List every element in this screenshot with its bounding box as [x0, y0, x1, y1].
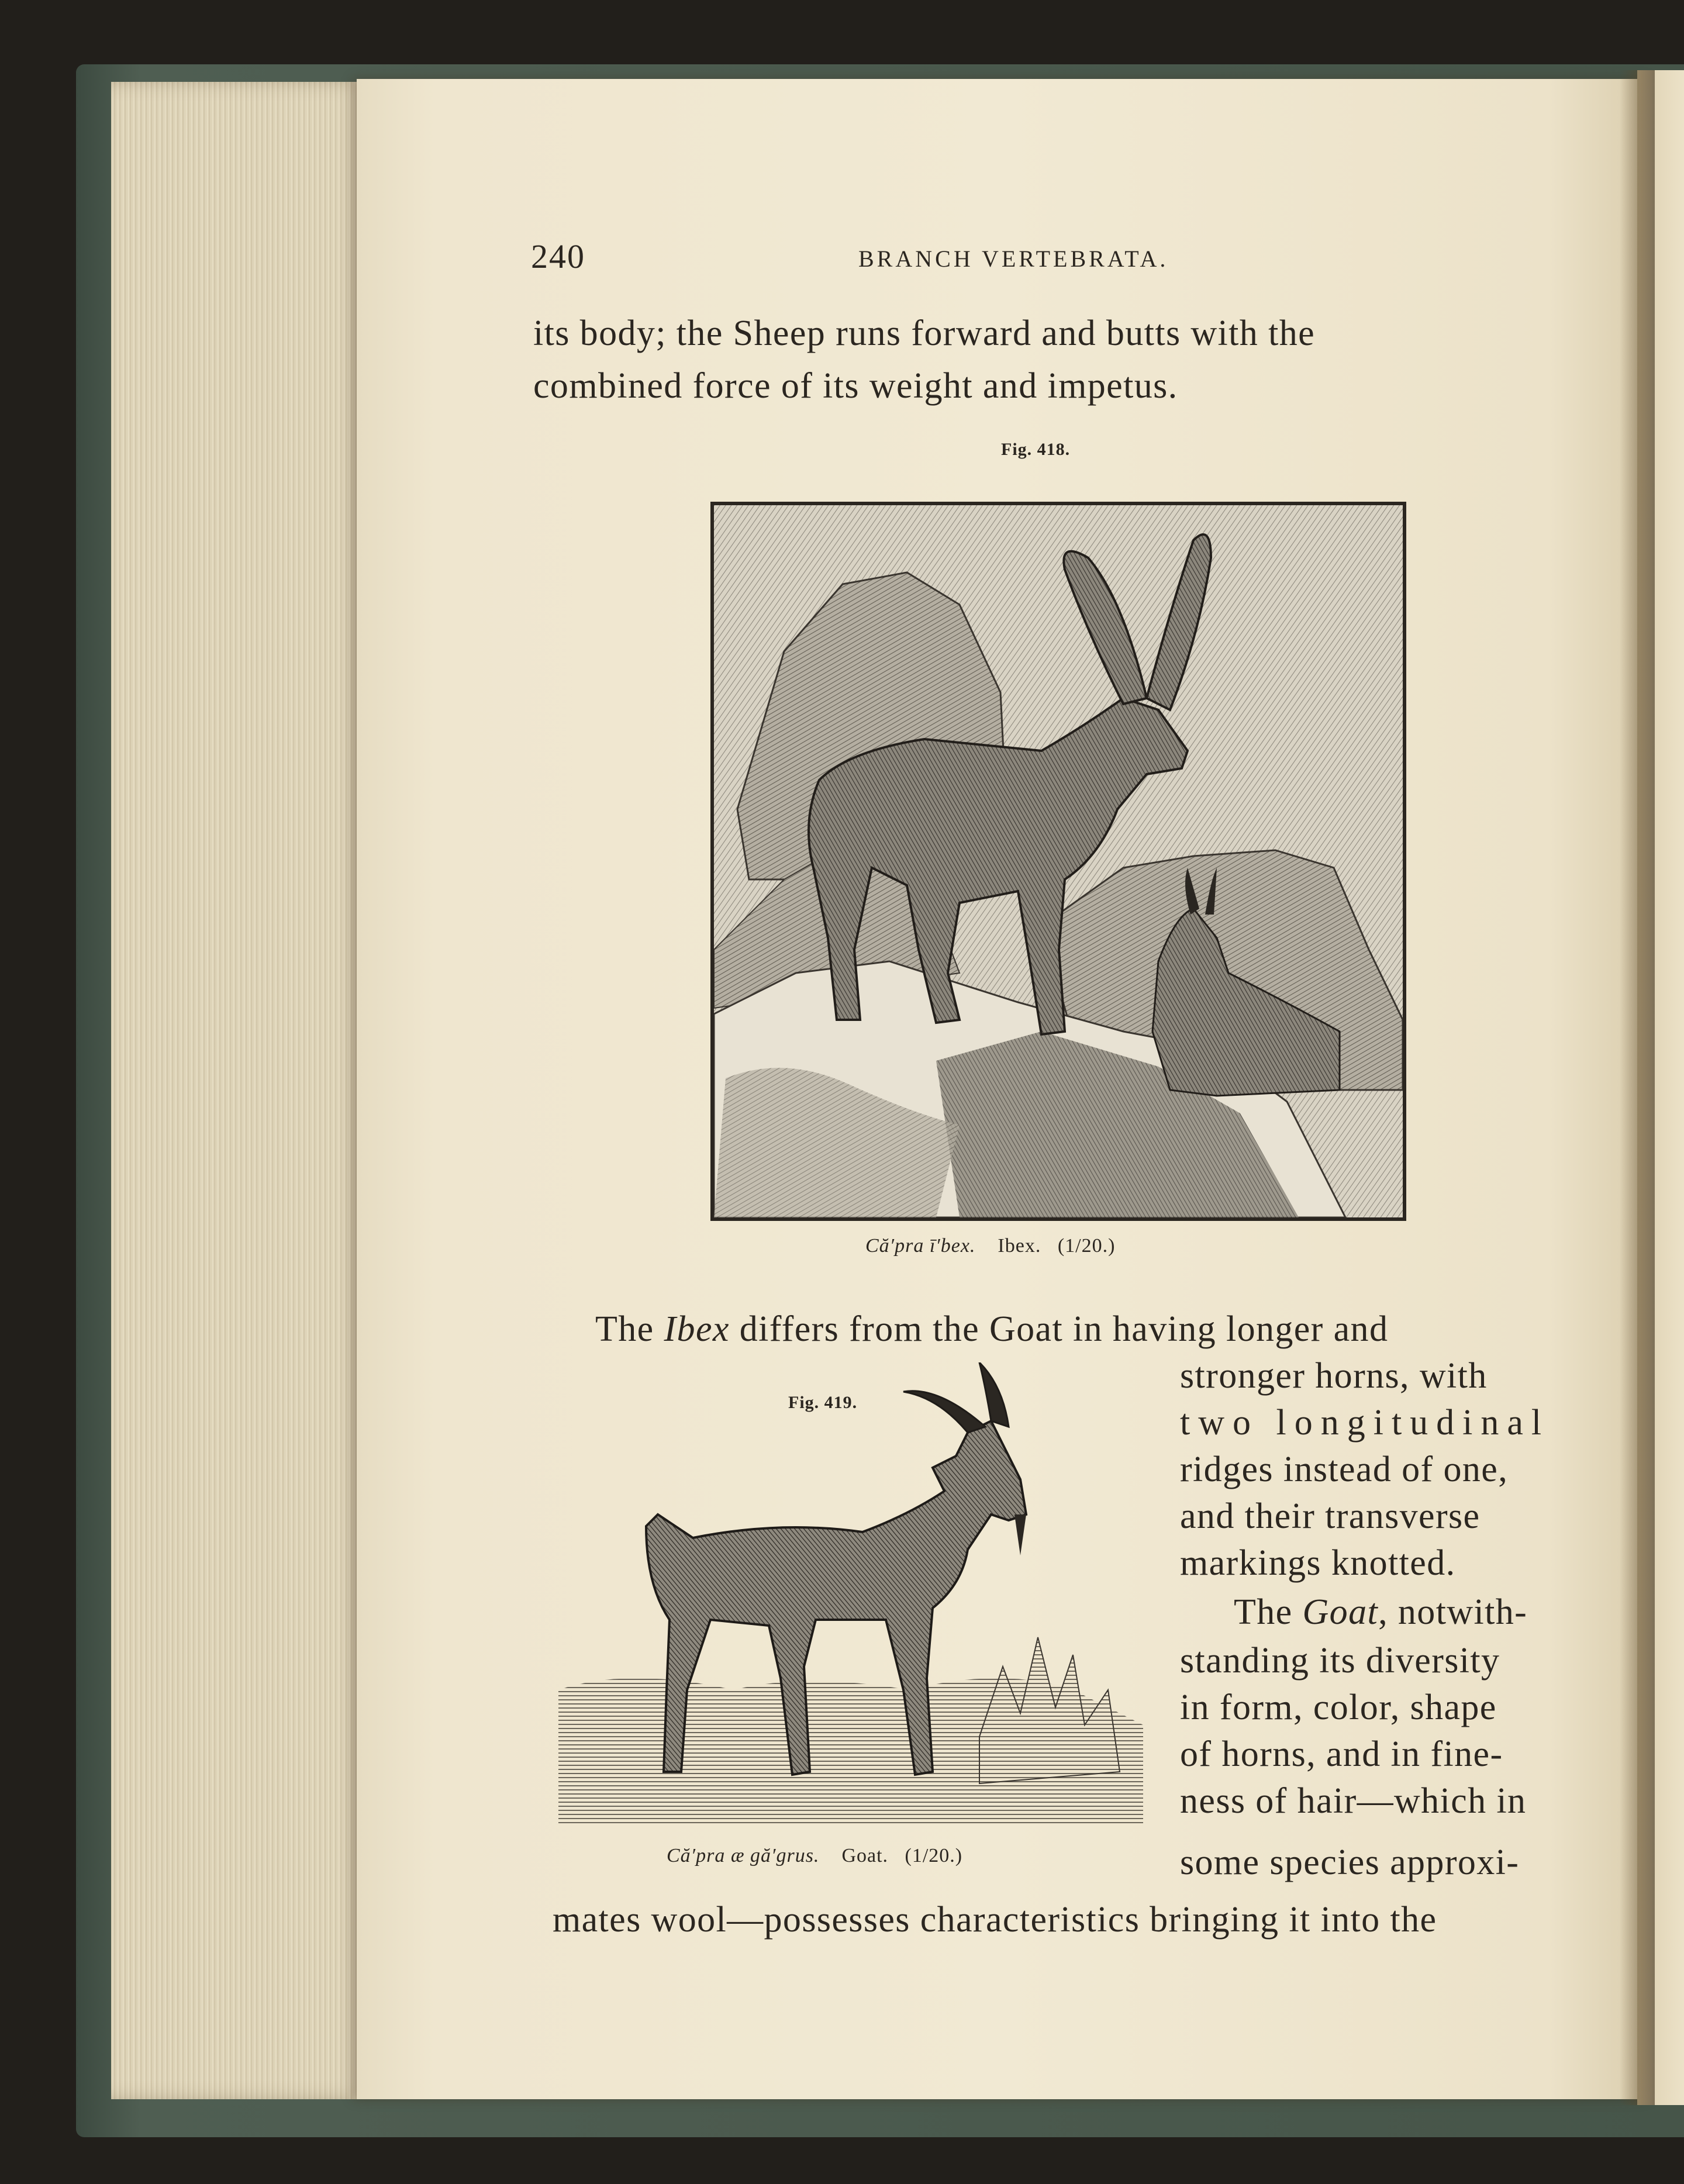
figure-label: Fig. 418.: [1001, 440, 1071, 459]
body-line: in form, color, shape: [1180, 1688, 1497, 1727]
goat-illustration: [558, 1362, 1149, 1836]
caption-common: Ibex.: [998, 1235, 1041, 1257]
body-line: standing its diversity: [1180, 1641, 1500, 1681]
body-line: of horns, and in fine-: [1180, 1734, 1503, 1774]
italic-term: Ibex: [664, 1309, 730, 1349]
goat-engraving: [558, 1362, 1149, 1836]
page-number: 240: [531, 237, 585, 275]
caption-scale: (1/20.): [1057, 1235, 1116, 1257]
body-line: ridges instead of one,: [1180, 1450, 1509, 1489]
body-line: The Ibex differs from the Goat in having longer and: [595, 1309, 1389, 1349]
gutter-shadow: [1620, 70, 1655, 2105]
ibex-illustration: [714, 505, 1403, 1217]
page-edges: [111, 82, 368, 2099]
figure-caption: [865, 1235, 1115, 1257]
caption-scale: (1/20.): [905, 1845, 963, 1866]
italic-term: Goat: [1302, 1592, 1379, 1632]
caption-latin: Că′pra ī′bex.: [865, 1235, 976, 1257]
body-line: some species approxi-: [1180, 1843, 1520, 1882]
figure-caption: [667, 1845, 962, 1867]
body-line: ness of hair—which in: [1180, 1781, 1527, 1821]
caption-common: Goat.: [841, 1845, 889, 1866]
body-line: its body; the Sheep runs forward and butts with the: [533, 313, 1316, 353]
running-title: BRANCH VERTEBRATA.: [858, 246, 1169, 272]
body-line: markings knotted.: [1180, 1543, 1456, 1583]
ibex-engraving: [710, 502, 1406, 1221]
running-head: [531, 237, 1583, 284]
body-line: The Goat, notwith-: [1234, 1592, 1528, 1632]
body-line: two longitudinal: [1180, 1403, 1550, 1443]
body-line: and their transverse: [1180, 1496, 1481, 1536]
body-line: combined force of its weight and impetus.: [533, 366, 1178, 406]
caption-latin: Că′pra æ gă′grus.: [667, 1845, 820, 1866]
body-line: mates wool—possesses characteristics bringing it into the: [553, 1900, 1437, 1940]
body-line: stronger horns, with: [1180, 1356, 1488, 1396]
figure-label: Fig. 419.: [788, 1393, 858, 1412]
